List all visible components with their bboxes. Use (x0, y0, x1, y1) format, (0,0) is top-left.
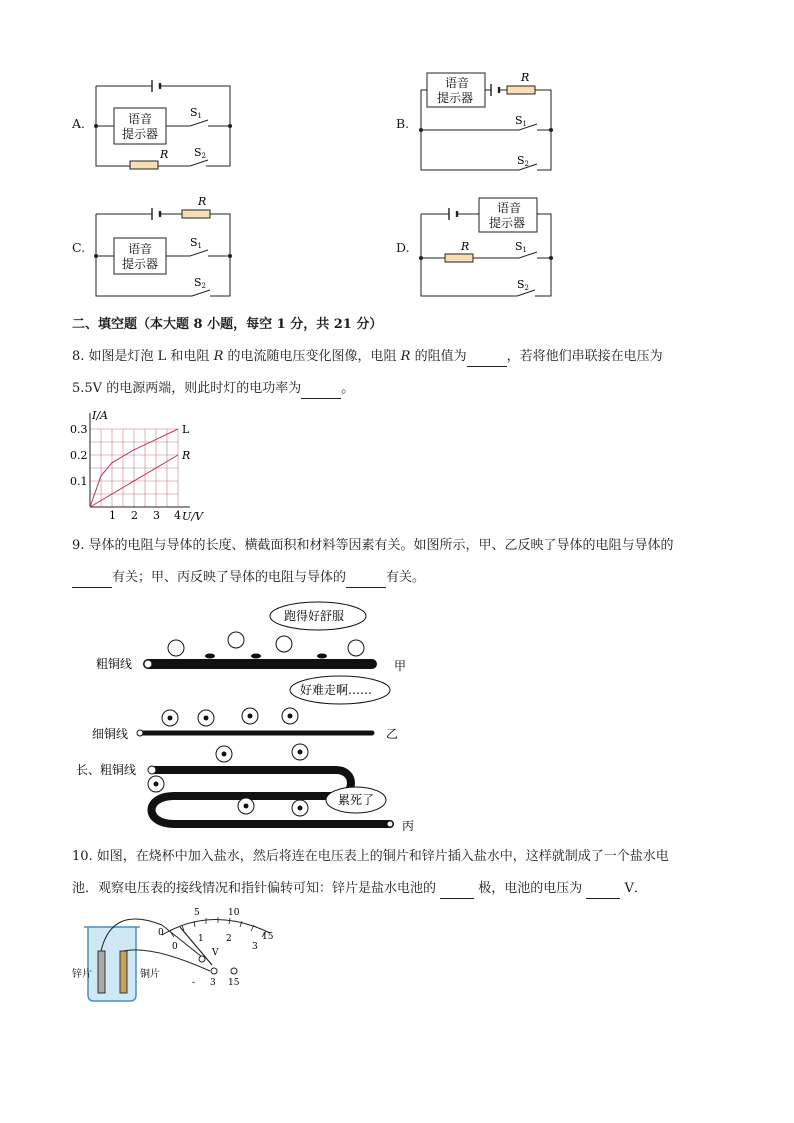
dial-ticks (170, 917, 266, 937)
circuit-b-s2-label: S2 (517, 154, 530, 168)
wire2-label: 细铜线 (92, 727, 129, 741)
terminal-15: 15 (228, 978, 240, 988)
circuit-a-diagram (90, 70, 240, 175)
graph-grid (90, 429, 178, 507)
q10-line1: 10. 如图，在烧杯中加入盐水，然后将连在电压表上的铜片和锌片插入盐水中，这样就制成了一个盐水电 (72, 849, 669, 864)
circuit-a-s2-label: S2 (194, 146, 207, 160)
copper-plate (120, 951, 127, 993)
x-tick-1: 1 (109, 509, 116, 522)
x-tick-2: 2 (131, 509, 138, 522)
terminal-3: 3 (210, 978, 216, 988)
wire3-label: 长、粗铜线 (76, 763, 137, 777)
dial-bottom-0: 0 (172, 942, 178, 952)
zinc-plate (98, 951, 105, 993)
dial-unit: V (212, 948, 219, 958)
y-tick-0.1: 0.1 (70, 475, 88, 488)
circuit-c-box-line1: 语音 (128, 242, 153, 256)
x-axis-label: U/V (182, 510, 203, 523)
q9-line1: 9. 导体的电阻与导体的长度、横截面积和材料等因素有关。如图所示，甲、乙反映了导体的电阻与导体的 (72, 538, 674, 553)
circuit-a-box-line2: 提示器 (122, 127, 159, 141)
needle (180, 927, 212, 965)
circuit-c-resistor-label: R (198, 195, 207, 208)
circuit-d-s2-label: S2 (517, 278, 530, 292)
circuit-a-box-line1: 语音 (128, 112, 153, 126)
q9-line2: 有关；甲、丙反映了导体的电阻与导体的 有关。 (72, 569, 425, 588)
copper-label: 铜片 (140, 969, 160, 980)
option-b-label: B. (396, 116, 410, 131)
dial-zero-top: 0 (158, 928, 164, 938)
q8-iu-graph (66, 405, 216, 525)
beaker (88, 927, 136, 1001)
dial-top-10: 10 (228, 908, 240, 918)
circuit-a-resistor-label: R (160, 148, 169, 161)
circuit-d-s1-label: S1 (515, 240, 528, 254)
dial-top-15: 15 (262, 932, 274, 942)
q10-blank2[interactable] (586, 880, 620, 899)
mark-jia: 甲 (394, 659, 407, 673)
option-a-label: A. (72, 116, 86, 131)
wire1-label: 粗铜线 (96, 657, 133, 671)
circuit-d-box-line1: 语音 (497, 201, 522, 215)
bubble1-text: 跑得好舒服 (284, 609, 345, 623)
dial-scale-arc (162, 919, 270, 935)
circuit-b-box-line2: 提示器 (437, 91, 474, 105)
terminal-minus: - (192, 978, 196, 988)
dial-bottom-2: 2 (226, 934, 232, 944)
circuit-c-box-line2: 提示器 (122, 257, 159, 271)
q9-blank2[interactable] (346, 569, 386, 588)
section-heading: 二、填空题（本大题 8 小题，每空 1 分，共 21 分） (72, 317, 383, 332)
curve-l-label: L (182, 423, 190, 436)
dial-bottom-1: 1 (198, 934, 204, 944)
circuit-d-diagram (415, 194, 565, 302)
circuit-b-resistor-label: R (521, 71, 530, 84)
q8-line1: 8. 如图是灯泡 L 和电阻 R 的电流随电压变化图像，电阻 R 的阻值为 ，若将他们串联接在电压为 (72, 348, 663, 367)
dial-bottom-3: 3 (252, 942, 258, 952)
y-tick-0.2: 0.2 (70, 449, 88, 462)
q8-line2: 5.5V 的电源两端，则此时灯的电功率为 。 (72, 380, 354, 399)
mark-bing: 丙 (402, 819, 415, 833)
circuit-b-box-line1: 语音 (445, 76, 470, 90)
x-tick-4: 4 (174, 509, 181, 522)
q10-blank1[interactable] (440, 880, 474, 899)
circuit-b-diagram (415, 70, 565, 175)
y-axis-label: I/A (92, 409, 108, 422)
option-d-label: D. (396, 240, 410, 255)
bubble3-text: 累死了 (338, 793, 375, 807)
mark-yi: 乙 (386, 727, 399, 741)
zinc-label: 锌片 (72, 969, 92, 980)
q8-blank1[interactable] (467, 348, 507, 367)
x-tick-3: 3 (153, 509, 160, 522)
q9-wires-illustration (60, 600, 420, 836)
q9-blank1[interactable] (72, 569, 112, 588)
bubble2-text: 好难走啊…… (300, 683, 373, 697)
curve-r-label: R (182, 449, 191, 462)
dial-top-5: 5 (194, 908, 200, 918)
circuit-d-resistor-label: R (461, 240, 470, 253)
circuit-a-s1-label: S1 (190, 106, 203, 120)
circuit-b-s1-label: S1 (515, 114, 528, 128)
q10-voltmeter-figure (72, 905, 282, 1005)
y-tick-0.3: 0.3 (70, 423, 88, 436)
circuit-d-box-line2: 提示器 (489, 216, 526, 230)
circuit-c-diagram (90, 194, 240, 302)
q10-line2: 池．观察电压表的接线情况和指针偏转可知：锌片是盐水电池的 极，电池的电压为 V． (72, 880, 647, 899)
q8-blank2[interactable] (301, 380, 341, 399)
circuit-c-s2-label: S2 (194, 276, 207, 290)
option-c-label: C. (72, 240, 86, 255)
circuit-c-s1-label: S1 (190, 236, 203, 250)
